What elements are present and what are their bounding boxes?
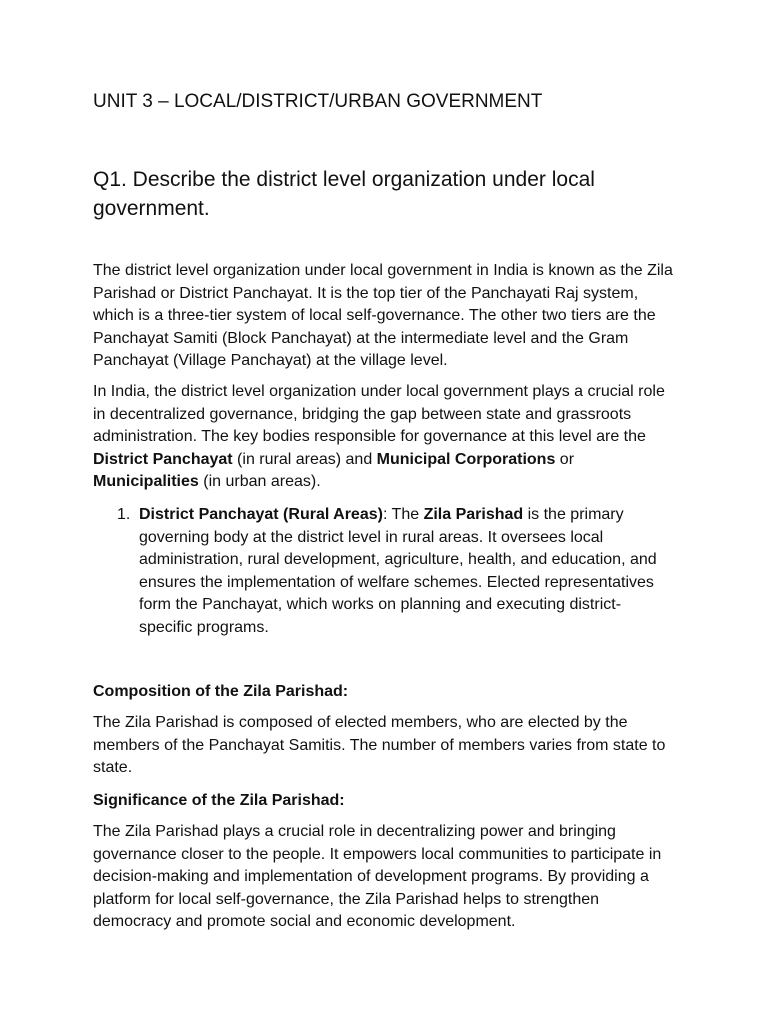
list-item-text-b: is the primary governing body at the district level in rural areas. It oversees local administration, rural development, agriculture, health, and education, and ensures the implementation of welfare schemes. Elected representatives form the Panchayat, which works on planning and executing district-specific programs. [139,506,657,636]
municipal-corporations-term: Municipal Corporations [376,450,556,468]
zila-parishad-term: Zila Parishad [423,506,524,523]
municipalities-term: Municipalities [93,473,199,491]
governance-text-d: (in urban areas). [198,473,321,491]
question-heading: Q1. Describe the district level organization under local government. [93,168,595,220]
list-item-number: 1. [117,506,131,523]
composition-paragraph: The Zila Parishad is composed of elected members, who are elected by the members of the Panchayat Samitis. The number of members varies from state to state. [93,714,666,777]
significance-heading: Significance of the Zila Parishad: [93,792,345,809]
governance-text-a: In India, the district level organization under local government plays a crucial role in decentralized governance, bridging the gap between state and grassroots administration. The key bodies responsible for governance at this level are the [93,383,665,446]
list-item-title: District Panchayat (Rural Areas) [139,506,383,523]
intro-paragraph: The district level organization under local government in India is known as the Zila Parishad or District Panchayat. It is the top tier of the Panchayati Raj system, which is a three-tier system of local self-governance. The other two tiers are the Panchayat Samiti (Block Panchayat) at the intermediate level and the Gram Panchayat (Village Panchayat) at the village level. [93,262,673,370]
list-item [93,504,673,640]
governance-paragraph [93,381,678,494]
document-page [93,0,683,1024]
governance-text-b: (in rural areas) and [232,450,377,468]
significance-paragraph: The Zila Parishad plays a crucial role in decentralizing power and bringing governance closer to the people. It empowers local communities to participate in decision-making and implementation of development programs. By providing a platform for local self-governance, the Zila Parishad helps to strengthen democracy and promote social and economic development. [93,823,662,931]
district-panchayat-term: District Panchayat [93,450,233,468]
numbered-list [93,504,673,640]
composition-heading: Composition of the Zila Parishad: [93,683,349,700]
unit-title: UNIT 3 – LOCAL/DISTRICT/URBAN GOVERNMENT [93,91,543,112]
list-item-text-a: : The [382,506,424,523]
governance-text-c: or [555,450,575,468]
